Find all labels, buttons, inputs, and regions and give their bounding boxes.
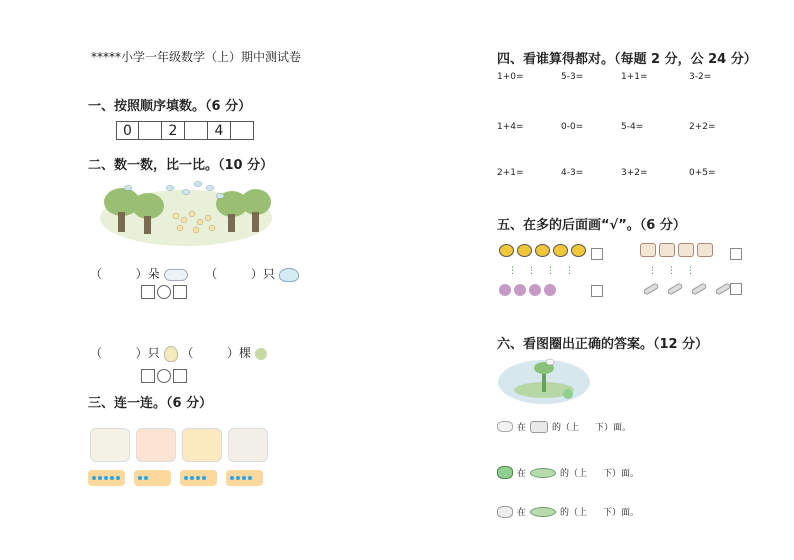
question-text-mid: 的（上 xyxy=(552,423,580,433)
dot-card[interactable] xyxy=(88,470,125,486)
dotted-links-icon: ⋮⋮⋮ xyxy=(648,266,705,276)
section-4-heading: 四、看谁算得都对。（每题 2 分，公 24 分） xyxy=(497,52,757,67)
answer-box[interactable] xyxy=(173,369,187,383)
sequence-cell: 4 xyxy=(208,121,231,140)
leaf-icon xyxy=(530,507,556,517)
check-box[interactable] xyxy=(730,283,742,295)
question-text-post: 下）面。 xyxy=(603,469,640,479)
unit-label-tree: ）棵 xyxy=(227,346,252,360)
cloud-icon xyxy=(164,269,188,281)
check-box[interactable] xyxy=(591,248,603,260)
dot-card[interactable] xyxy=(180,470,217,486)
squirrel-picture[interactable] xyxy=(136,428,176,462)
section-3-heading: 三、连一连。（6 分） xyxy=(88,396,213,411)
position-question-3 xyxy=(497,505,639,518)
question-text-pre: 在 xyxy=(517,508,527,518)
sequence-cell[interactable] xyxy=(139,121,162,140)
dog-icon xyxy=(678,243,694,257)
sequence-cell: 0 xyxy=(116,121,139,140)
paren-open: （ xyxy=(205,267,218,281)
arithmetic-problem: 1+1= xyxy=(621,72,648,82)
question-text-post: 下）面。 xyxy=(603,508,640,518)
bee-icon xyxy=(535,244,550,257)
sequence-cell[interactable] xyxy=(231,121,254,140)
dotted-links-icon: ⋮⋮⋮⋮ xyxy=(508,266,584,276)
flower-icon xyxy=(529,284,541,296)
dogs-row xyxy=(640,243,713,257)
bird-icon xyxy=(279,268,299,282)
bee-icon xyxy=(553,244,568,257)
flower-icon xyxy=(499,284,511,296)
paren-open: （ xyxy=(90,267,103,281)
arithmetic-problem: 5-3= xyxy=(561,72,584,82)
answer-box[interactable] xyxy=(141,285,155,299)
bug-icon xyxy=(497,506,513,518)
sequence-boxes xyxy=(116,121,254,140)
question-text-post: 下）面。 xyxy=(595,423,632,433)
compare-circle[interactable] xyxy=(157,285,171,299)
sequence-cell: 2 xyxy=(162,121,185,140)
compare-boxes-2 xyxy=(141,369,187,383)
bone-icon xyxy=(667,282,684,295)
count-row-2 xyxy=(90,344,267,362)
frog-icon xyxy=(497,466,513,479)
tree-icon xyxy=(255,348,267,360)
dog-picture[interactable] xyxy=(90,428,130,462)
check-box[interactable] xyxy=(730,248,742,260)
question-text-mid: 的（上 xyxy=(560,508,588,518)
answer-box[interactable] xyxy=(173,285,187,299)
compare-boxes-1 xyxy=(141,285,187,299)
flower-icon xyxy=(530,421,548,433)
arithmetic-problem: 0+5= xyxy=(689,168,716,178)
duck-icon xyxy=(164,346,178,362)
section-5-heading: 五、在多的后面画“√”。（6 分） xyxy=(497,218,686,233)
unit-label-duck: ）只 xyxy=(135,346,160,360)
dog-icon xyxy=(640,243,656,257)
arithmetic-problem: 4-3= xyxy=(561,168,584,178)
chicks-picture[interactable] xyxy=(182,428,222,462)
arithmetic-problem: 2+2= xyxy=(689,122,716,132)
arithmetic-problem: 1+0= xyxy=(497,72,524,82)
dot-cards xyxy=(88,470,263,486)
section-2-heading: 二、数一数，比一比。（10 分） xyxy=(88,158,274,173)
page-title: *****小学一年级数学（上）期中测试卷 xyxy=(91,50,302,64)
dog-icon xyxy=(659,243,675,257)
position-question-1 xyxy=(497,420,631,433)
arithmetic-problem: 5-4= xyxy=(621,122,644,132)
flower-icon xyxy=(544,284,556,296)
match-pictures xyxy=(90,428,268,462)
flower-icon xyxy=(514,284,526,296)
bee-icon xyxy=(571,244,586,257)
bone-icon xyxy=(715,282,732,295)
arithmetic-grid xyxy=(497,72,757,192)
unit-label-cloud: ）朵 xyxy=(135,267,160,281)
flowers-row xyxy=(499,284,556,296)
bees-row xyxy=(499,244,586,257)
section-1-heading: 一、按照顺序填数。（6 分） xyxy=(88,99,252,114)
unit-label-bird: ）只 xyxy=(250,267,275,281)
paren-open: （ xyxy=(181,346,194,360)
answer-box[interactable] xyxy=(141,369,155,383)
bee-icon xyxy=(517,244,532,257)
arithmetic-problem: 3-2= xyxy=(689,72,712,82)
butterfly-icon xyxy=(497,421,513,432)
bones-row xyxy=(643,282,731,292)
question-text-pre: 在 xyxy=(517,469,527,479)
dot-card[interactable] xyxy=(226,470,263,486)
paren-open: （ xyxy=(90,346,103,360)
compare-circle[interactable] xyxy=(157,369,171,383)
bee-icon xyxy=(499,244,514,257)
arithmetic-problem: 0-0= xyxy=(561,122,584,132)
bone-icon xyxy=(691,282,708,295)
trees-and-birds-illustration xyxy=(100,178,272,250)
dot-card[interactable] xyxy=(134,470,171,486)
bone-icon xyxy=(643,282,660,295)
count-row-1 xyxy=(90,265,299,282)
section-6-heading: 六、看图圈出正确的答案。（12 分） xyxy=(497,337,709,352)
check-box[interactable] xyxy=(591,285,603,297)
leaf-icon xyxy=(530,468,556,478)
position-question-2 xyxy=(497,466,639,479)
pond-scene-illustration xyxy=(498,354,590,406)
dog-icon xyxy=(697,243,713,257)
question-text-pre: 在 xyxy=(517,423,527,433)
arithmetic-problem: 2+1= xyxy=(497,168,524,178)
tadpoles-picture[interactable] xyxy=(228,428,268,462)
arithmetic-problem: 1+4= xyxy=(497,122,524,132)
sequence-cell[interactable] xyxy=(185,121,208,140)
arithmetic-problem: 3+2= xyxy=(621,168,648,178)
question-text-mid: 的（上 xyxy=(560,469,588,479)
